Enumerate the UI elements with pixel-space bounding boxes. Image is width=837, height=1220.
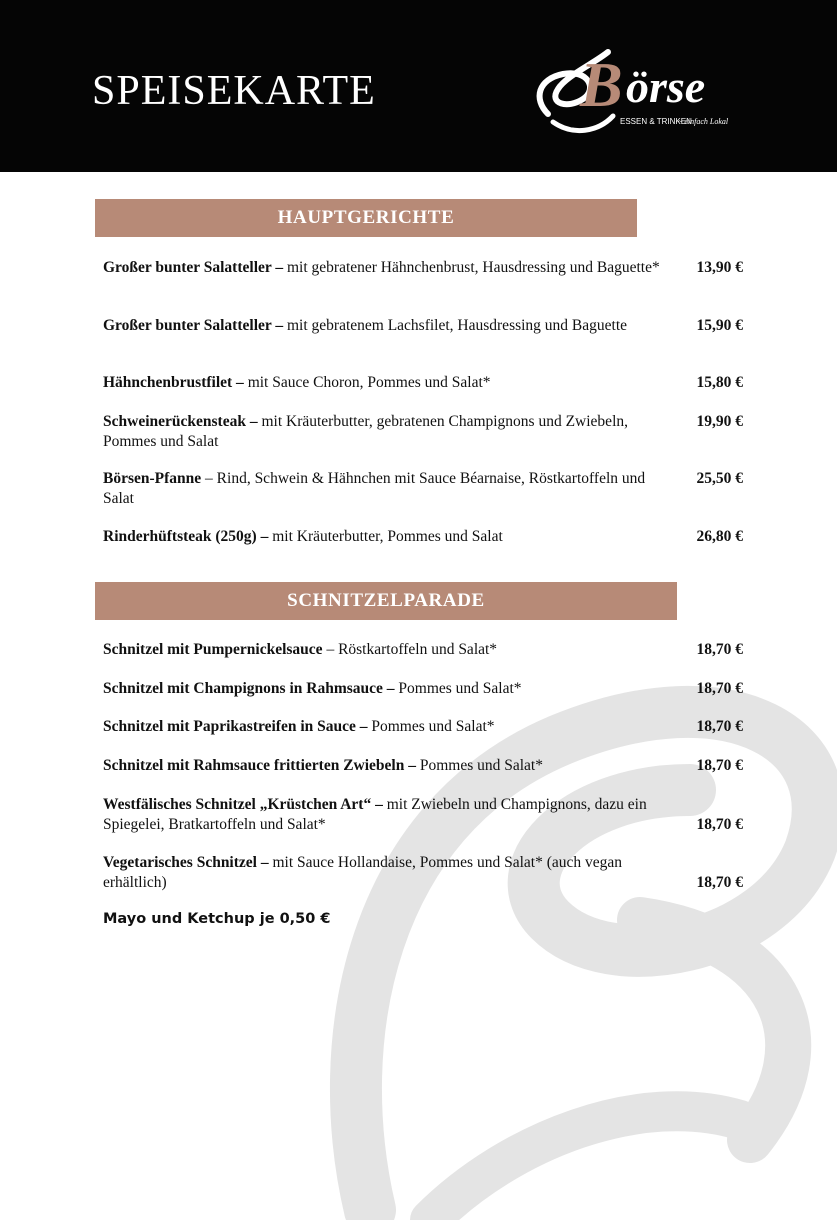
menu-item — [103, 316, 743, 336]
item-price: 26,80 € — [696, 528, 743, 545]
item-price: 25,50 € — [696, 470, 743, 487]
logo-tagline-sub: ~ einfach Lokal — [678, 117, 729, 126]
menu-item — [103, 679, 743, 699]
section-header-hauptgerichte — [95, 199, 637, 237]
menu-item — [103, 527, 743, 547]
item-price: 18,70 € — [696, 680, 743, 697]
logo-tagline: ESSEN & TRINKEN — [620, 117, 692, 126]
item-name: Schnitzel mit Rahmsauce frittierten Zwiebeln – — [103, 757, 416, 774]
item-description: mit Kräuterbutter, gebratenen Champignons und Zwiebeln, Pommes und Salat — [103, 413, 628, 450]
menu-item — [103, 756, 743, 776]
item-name: Börsen-Pfanne — [103, 470, 202, 487]
boerse-logo — [528, 44, 738, 140]
item-price: 18,70 € — [696, 718, 743, 735]
item-name: Rinderhüftsteak (250g) – — [103, 528, 269, 545]
item-name: Schnitzel mit Paprikastreifen in Sauce – — [103, 718, 368, 735]
item-price: 18,70 € — [696, 874, 743, 891]
section-title: HAUPTGERICHTE — [277, 207, 455, 228]
item-name: Schnitzel mit Pumpernickelsauce — [103, 641, 323, 658]
menu-item — [103, 853, 743, 893]
item-description: mit Sauce Choron, Pommes und Salat* — [243, 374, 491, 391]
menu-header — [0, 0, 837, 172]
item-description: Pommes und Salat* — [415, 757, 543, 774]
item-price: 19,90 € — [696, 413, 743, 430]
item-name: Vegetarisches Schnitzel – — [103, 854, 269, 871]
logo-wordmark: örse — [626, 61, 706, 112]
item-description: Pommes und Salat* — [367, 718, 495, 735]
item-price: 18,70 € — [696, 641, 743, 658]
section-header-schnitzelparade — [95, 582, 677, 620]
page-title: SPEISEKARTE — [92, 68, 376, 114]
item-price: 13,90 € — [696, 259, 743, 276]
menu-item — [103, 373, 743, 393]
logo-initial: B — [580, 49, 623, 120]
item-price: 18,70 € — [696, 816, 743, 833]
item-price: 15,90 € — [696, 317, 743, 334]
item-description: mit Sauce Hollandaise, Pommes und Salat* (auch vegan erhältlich) — [103, 854, 623, 891]
menu-item — [103, 469, 743, 509]
item-description: – Röstkartoffeln und Salat* — [322, 641, 498, 658]
menu-item — [103, 640, 743, 660]
item-description: mit Kräuterbutter, Pommes und Salat — [268, 528, 503, 545]
item-name: Großer bunter Salatteller – — [103, 259, 284, 276]
item-price: 18,70 € — [696, 757, 743, 774]
item-name: Schweinerückensteak – — [103, 413, 258, 430]
section-title: SCHNITZELPARADE — [287, 590, 485, 611]
item-name: Schnitzel mit Champignons in Rahmsauce – — [103, 680, 395, 697]
logo-watermark — [310, 620, 837, 1220]
item-description: mit gebratener Hähnchenbrust, Hausdressing und Baguette* — [283, 259, 660, 276]
item-description: mit gebratenem Lachsfilet, Hausdressing und Baguette — [283, 317, 628, 334]
item-name: Hähnchenbrustfilet – — [103, 374, 244, 391]
menu-item — [103, 717, 743, 737]
item-description: – Rind, Schwein & Hähnchen mit Sauce Béarnaise, Röstkartoffeln und Salat — [103, 470, 646, 507]
menu-item — [103, 258, 743, 278]
extras-note: Mayo und Ketchup je 0,50 € — [103, 911, 331, 927]
item-description: mit Zwiebeln und Champignons, dazu ein Spiegelei, Bratkartoffeln und Salat* — [103, 796, 647, 833]
item-name: Westfälisches Schnitzel „Krüstchen Art“ – — [103, 796, 383, 813]
item-price: 15,80 € — [696, 374, 743, 391]
item-description: Pommes und Salat* — [394, 680, 522, 697]
item-name: Großer bunter Salatteller – — [103, 317, 284, 334]
menu-item — [103, 412, 743, 452]
menu-item — [103, 795, 743, 835]
